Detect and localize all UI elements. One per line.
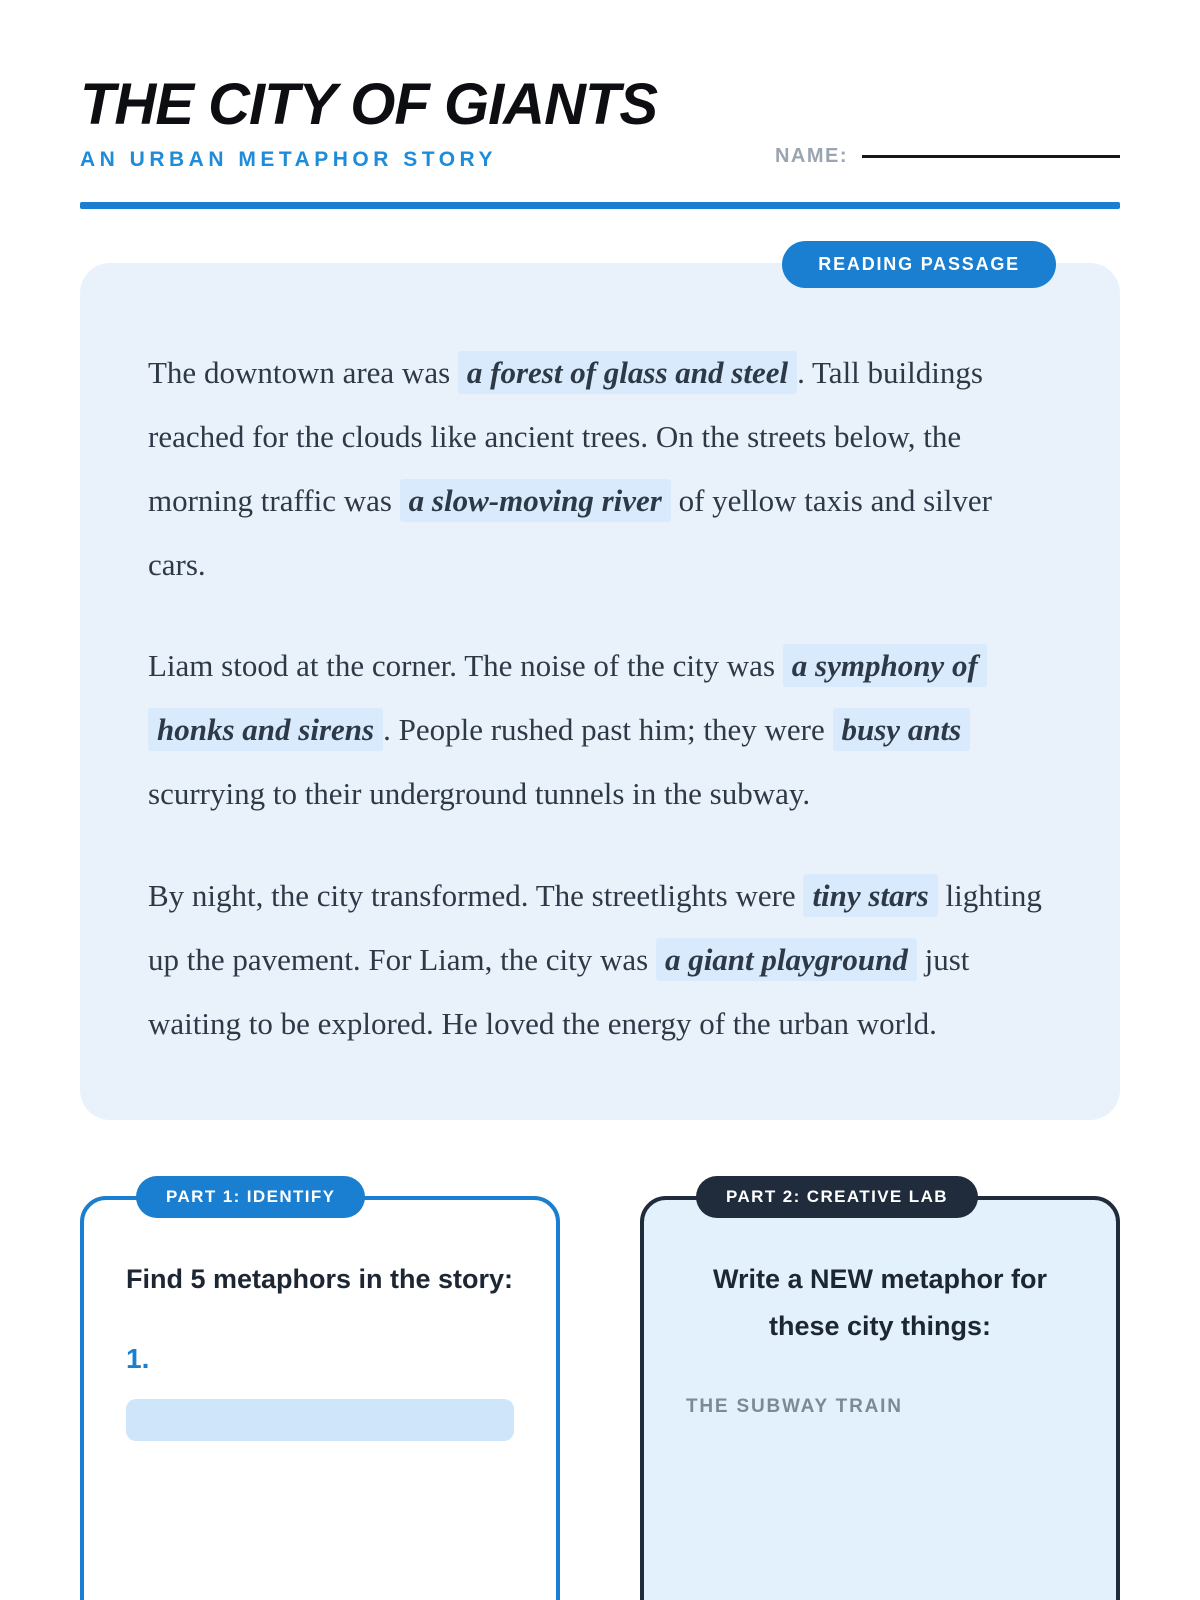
- passage-text: Liam stood at the corner. The noise of the city was: [148, 648, 783, 684]
- reading-passage-badge: READING PASSAGE: [782, 241, 1056, 288]
- passage-text: . Tall buildings reached for the clouds like ancient trees. On the streets below, the morning traffic was: [148, 355, 983, 518]
- name-input-line[interactable]: [862, 155, 1120, 158]
- activity-cards-row: [80, 1186, 1120, 1600]
- title-block: [80, 72, 658, 172]
- part1-card: [80, 1186, 560, 1600]
- name-label: NAME:: [774, 145, 848, 167]
- header-divider: [80, 202, 1120, 209]
- passage-text: of yellow taxis and silver cars.: [148, 482, 992, 582]
- passage-paragraph-3: [148, 864, 1056, 1056]
- passage-text: scurrying to their underground tunnels in the subway.: [148, 776, 811, 812]
- page-subtitle: AN URBAN METAPHOR STORY: [80, 148, 497, 171]
- passage-text: By night, the city transformed. The streetlights were: [148, 878, 804, 914]
- metaphor-highlight: a giant playground: [656, 938, 917, 981]
- passage-paragraph-2: [148, 634, 1056, 826]
- part1-prompt: Find 5 metaphors in the story:: [126, 1263, 514, 1294]
- part1-badge: PART 1: IDENTIFY: [136, 1176, 365, 1218]
- passage-text: lighting up the pavement. For Liam, the city was: [148, 878, 1042, 977]
- header: [80, 72, 1120, 209]
- answer-line-1[interactable]: [126, 1399, 514, 1441]
- metaphor-highlight: a forest of glass and steel: [458, 351, 797, 394]
- name-row: [775, 145, 1120, 172]
- part2-prompt: Write a NEW metaphor for these city things:: [712, 1263, 1048, 1341]
- passage-text: The downtown area was: [148, 355, 458, 390]
- metaphor-highlight: busy ants: [833, 708, 971, 751]
- metaphor-highlight: tiny stars: [803, 874, 937, 917]
- part2-item-label-1: THE SUBWAY TRAIN: [686, 1396, 903, 1418]
- passage-paragraph-1: [148, 341, 1056, 596]
- passage-text: . People rushed past him; they were: [383, 712, 833, 748]
- answer-number-1: 1.: [126, 1342, 150, 1374]
- passage-text: just waiting to be explored. He loved the energy of the urban world.: [148, 941, 970, 1041]
- title-row: [80, 72, 1120, 172]
- reading-passage-panel: [80, 254, 1120, 1120]
- part2-card: [640, 1186, 1120, 1600]
- part1-answer-item-1: [126, 1343, 514, 1441]
- part2-body: [644, 1200, 1116, 1419]
- part2-badge: PART 2: CREATIVE LAB: [696, 1176, 978, 1218]
- metaphor-highlight: a slow-moving river: [400, 479, 671, 522]
- page-title: THE CITY OF GIANTS: [80, 72, 658, 137]
- part1-body: [84, 1200, 556, 1441]
- metaphor-highlight: a symphony of honks and sirens: [148, 644, 987, 751]
